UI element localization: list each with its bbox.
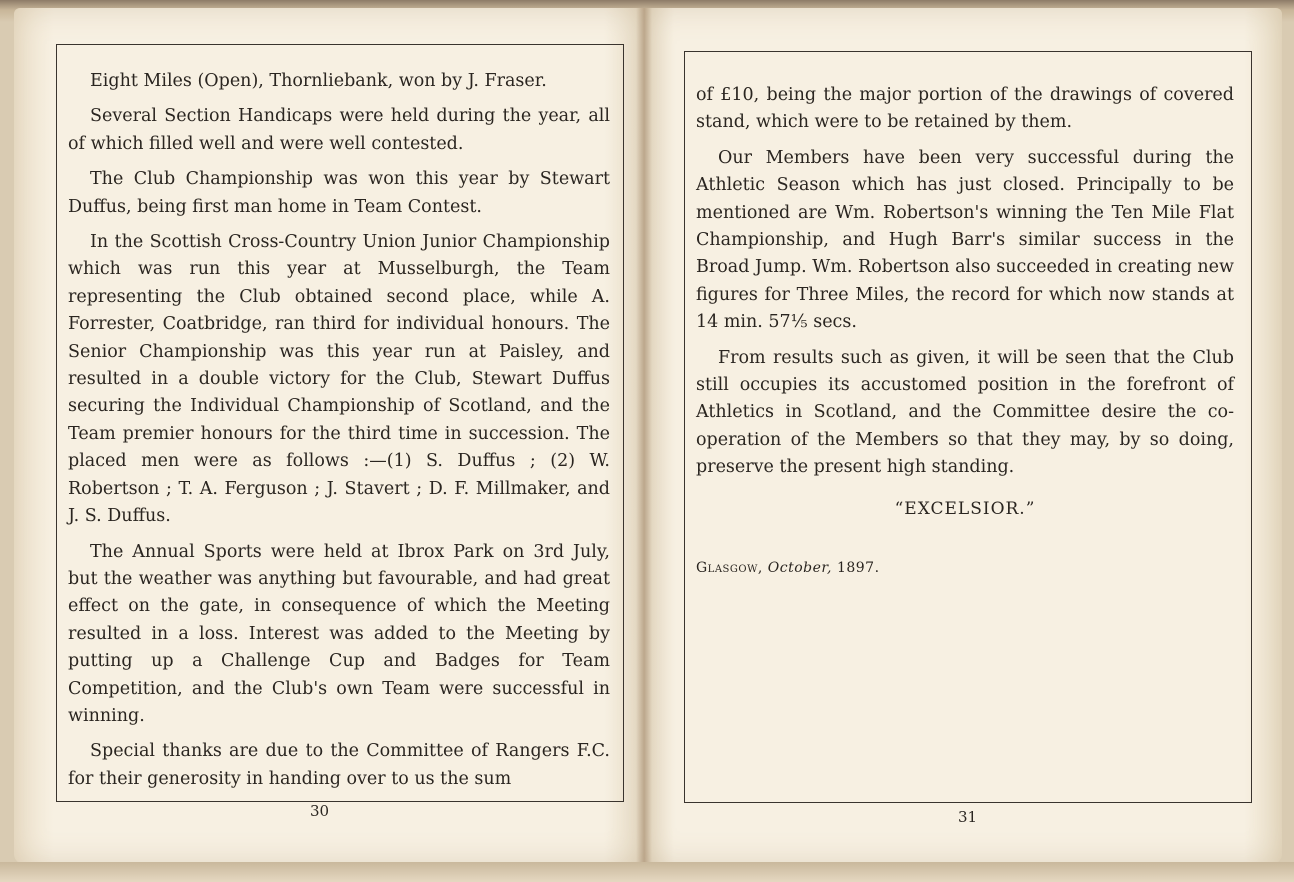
page-number: 30 (310, 802, 330, 820)
dateline (696, 555, 1234, 582)
dateline-month: October, (767, 560, 832, 577)
paragraph: The Annual Sports were held at Ibrox Park on 3rd July, but the weather was anything but favourable, and had great effect on the gate, in consequence of which the Meeting resulted in a loss. Interest was added to the Meeting by putting up a Challenge Cup and Badges for Team Competition, and the Club's own Team were successful in winning. (68, 541, 610, 726)
paragraph: In the Scottish Cross-Country Union Junior Championship which was run this year at Musselburgh, the Team representing the Club obtained second place, while A. Forrester, Coatbridge, ran third for individual honours. The Senior Championship was this year run at Paisley, and resulted in a double victory for the Club, Stewart Duffus securing the Individual Championship of Scotland, and the Team premier honours for the third time in succession. The placed men were as follows :—(1) S. Duffus ; (2) W. Robertson ; T. A. Ferguson ; J. Stavert ; D. F. Millmaker, and J. S. Duffus. (68, 232, 610, 527)
paragraph: Several Section Handicaps were held during the year, all of which filled well and were well contested. (68, 106, 610, 154)
paragraph: The Club Championship was won this year by Stewart Duffus, being first man home in Team Contest. (68, 169, 610, 217)
paragraph: Our Members have been very successful during the Athletic Season which has just closed. Principally to be mentioned are Wm. Robertson's winning the Ten Mile Flat Championship, and Hugh Barr's similar success in the Broad Jump. Wm. Robertson also succeeded in creating new figures for Three Miles, the record for which now stands at 14 min. 57⅕ secs. (696, 147, 1234, 333)
paragraph: of £10, being the major portion of the drawings of covered stand, which were to be retained by them. (696, 85, 1234, 133)
page-edge (0, 862, 1294, 882)
left-page (14, 8, 644, 864)
book-gutter (636, 8, 652, 864)
paragraph: From results such as given, it will be seen that the Club still occupies its accustomed position in the forefront of Athletics in Scotland, and the Committee desire the co-operation of the Members so that they may, by so doing, preserve the present high standing. (696, 347, 1234, 478)
left-page-text (68, 68, 610, 793)
paragraph: Eight Miles (Open), Thornliebank, won by J. Fraser. (90, 71, 547, 91)
signoff: “EXCELSIOR.” (894, 498, 1036, 519)
dateline-city: Glasgow, (696, 560, 763, 577)
dateline-year: 1897. (836, 560, 880, 577)
paragraph: Special thanks are due to the Committee of Rangers F.C. for their generosity in handing over to us the sum (68, 741, 610, 789)
right-page (644, 8, 1282, 864)
page-number: 31 (958, 808, 978, 826)
right-page-text (696, 82, 1234, 583)
